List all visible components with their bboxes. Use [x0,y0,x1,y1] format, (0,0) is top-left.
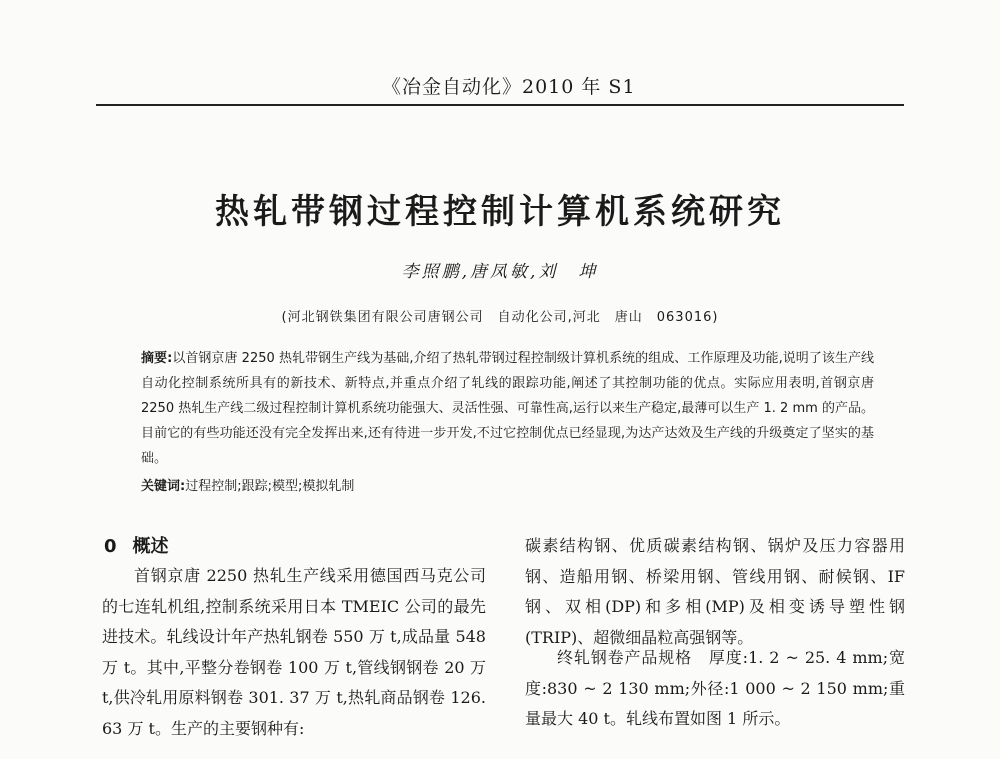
header-rule [96,104,904,106]
body-paragraph-right-2: 终轧钢卷产品规格 厚度:1. 2 ~ 25. 4 mm;宽度:830 ~ 2 130 mm;外径:1 000 ~ 2 150 mm;重量最大 40 t。轧线布置如图 1 所示。 [525,648,905,728]
section-number: 0 [104,536,117,557]
section-heading [104,532,304,558]
abstract [141,346,874,471]
authors: 李照鹏,唐凤敏,刘 坤 [401,262,599,282]
journal-header: 《冶金自动化》2010 年 S1 [382,76,636,98]
abstract-text: 以首钢京唐 2250 热轧带钢生产线为基础,介绍了热轧带钢过程控制级计算机系统的组成、工作原理及功能,说明了该生产线自动化控制系统所具有的新技术、新特点,并重点介绍了轧线的跟踪功能,阐述了其控制功能的优点。实际应用表明,首钢京唐 2250 热轧生产线二级过程控制计算机系统功能强大、灵活性强、可靠性高,运行以来生产稳定,最薄可以生产 1. 2 mm 的产品。目前它的有些功能还没有完全发挥出来,还有待进一步开发,不过它控制优点已经显现,为达产达效及生产线的升级奠定了坚实的基础。 [141,351,874,466]
body-paragraph-right-1: 碳素结构钢、优质碳素结构钢、锅炉及压力容器用钢、造船用钢、桥梁用钢、管线用钢、耐候钢、IF 钢、双相(DP)和多相(MP)及相变诱导塑性钢(TRIP)、超微细晶粒高强钢等。 [525,536,905,647]
abstract-label: 摘要: [141,351,173,366]
affiliation: (河北钢铁集团有限公司唐钢公司 自动化公司,河北 唐山 063016) [281,310,719,325]
keywords-text: 过程控制;跟踪;模型;模拟轧制 [185,479,355,494]
paper-title: 热轧带钢过程控制计算机系统研究 [215,192,785,232]
section-title: 概述 [132,536,169,557]
keywords-label: 关键词: [141,479,186,494]
body-paragraph-left: 首钢京唐 2250 热轧生产线采用德国西马克公司的七连轧机组,控制系统采用日本 TMEIC 公司的最先进技术。轧线设计年产热轧钢卷 550 万 t,成品量 548 万 t。其中,平整分卷钢卷 100 万 t,管线钢钢卷 20 万 t,供冷轧用原料钢卷 301. 37 万 t,热轧商品钢卷 126. 63 万 t。生产的主要钢种有: [102,566,486,738]
keywords [141,474,874,499]
